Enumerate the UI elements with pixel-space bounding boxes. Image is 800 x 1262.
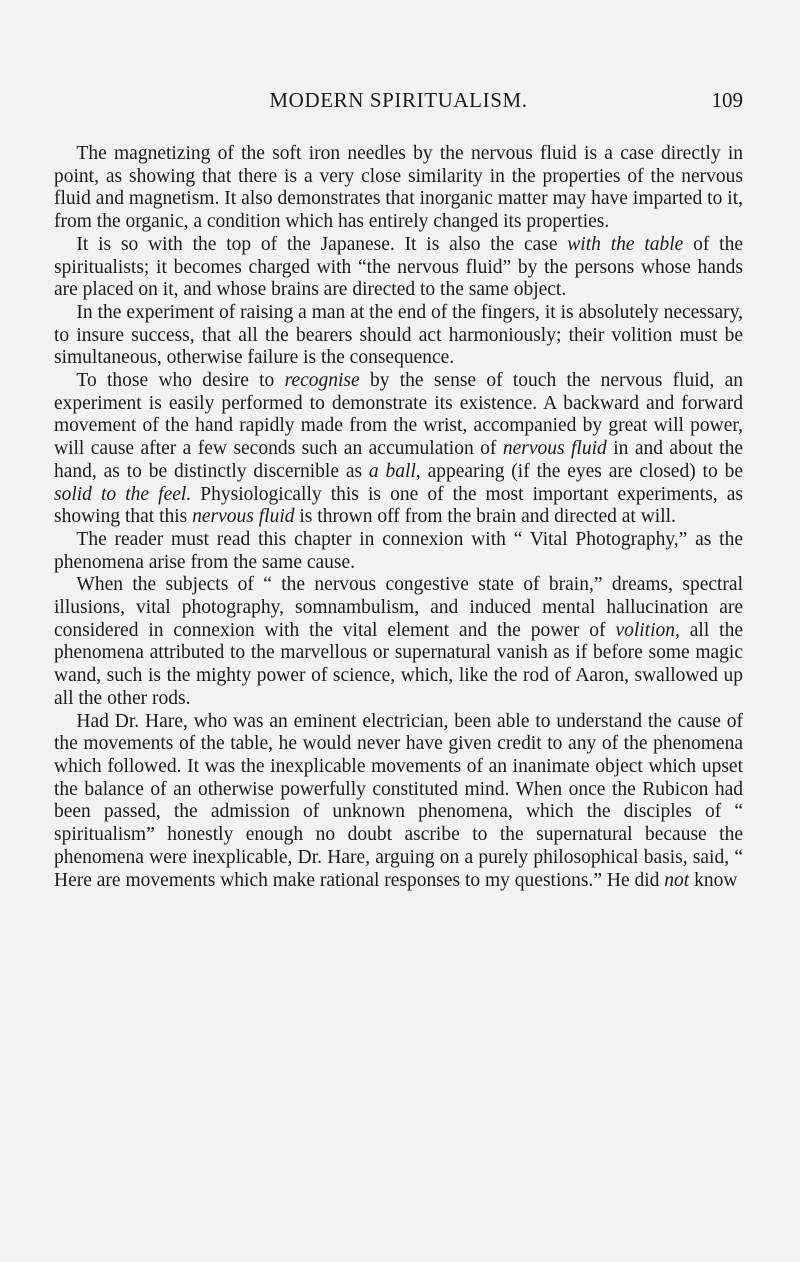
italic-run: nervous fluid: [192, 506, 295, 528]
text-run: In the experiment of raising a man at the end of the fingers, it is absolutely necessary, to insure success, that all the bearers should act harmoniously; their volition must be simultaneous, otherwise failure is the consequence.: [54, 301, 743, 369]
running-head: [54, 88, 743, 114]
paragraph: [54, 711, 743, 893]
body-text: [54, 143, 743, 892]
text-run: The reader must read this chapter in connexion with “ Vital Photography,” as the phenomena arise from the same cause.: [54, 528, 743, 573]
italic-run: not: [664, 869, 690, 891]
italic-run: nervous fluid: [502, 438, 607, 460]
text-run: of the spiritualists; it becomes charged with “the nervous fluid” by the persons whose hands are placed on it, and whose brains are directed to the same object.: [54, 233, 743, 301]
paragraph: [54, 302, 743, 370]
text-run: Had Dr. Hare, who was an eminent electrician, been able to understand the cause of the movements of the table, he would never have given credit to any of the phenomena which followed. It was the inexplicable movements of an inanimate object which upset the balance of an otherwise powerfully constituted mind. When once the Rubicon had been passed, the admission of unknown phenomena, which the disciples of “ spiritualism” honestly enough no doubt ascribe to the supernatural because the phenomena were inexplicable, Dr. Hare, arguing on a purely philosophical basis, said, “ Here are movements which make rational responses to my questions.” He did: [54, 710, 743, 891]
italic-run: solid to the feel.: [54, 483, 192, 505]
text-run: appearing (if the eyes are closed) to be: [420, 460, 743, 482]
italic-run: with the table: [567, 233, 684, 255]
text-run: Physiologically this is one of the most important experiments, as showing that this: [54, 483, 743, 528]
text-run: by the sense of touch the nervous fluid, an experiment is easily performed to demonstrate its existence. A backward and forward movement of the hand rapidly made from the wrist, accompanied by great will power, will cause after a few seconds such an accumulation of: [54, 370, 743, 460]
italic-run: a ball,: [368, 460, 421, 482]
text-run: To those who desire to: [76, 370, 285, 392]
italic-run: volition,: [615, 619, 680, 641]
text-run: It is so with the top of the Japanese. It is also the case: [76, 233, 568, 255]
text-run: all the phenomena attributed to the marvellous or supernatural vanish as if before some magic wand, such is the mighty power of science, which, like the rod of Aaron, swallowed up all the other rods.: [54, 619, 743, 709]
text-run: When the subjects of “ the nervous congestive state of brain,” dreams, spectral illusions, vital photography, somnambulism, and induced mental hallucination are considered in connexion with the vital element and the power of: [54, 574, 743, 641]
paragraph: [54, 234, 743, 302]
text-run: is thrown off from the brain and directed at will.: [294, 506, 676, 528]
text-run: The magnetizing of the soft iron needles by the nervous fluid is a case directly in point, as showing that there is a very close similarity in the properties of the nervous fluid and magnetism. It also demonstrates that inorganic matter may have imparted to it, from the organic, a condition which has entirely changed its properties.: [54, 143, 743, 233]
paragraph: [54, 574, 743, 710]
paragraph: [54, 143, 743, 234]
page-number: 109: [711, 88, 743, 112]
paragraph: [54, 370, 743, 529]
running-title: MODERN SPIRITUALISM.: [269, 88, 528, 112]
paragraph: [54, 529, 743, 574]
text-run: in and about the hand, as to be distinctly discernible as: [54, 438, 743, 482]
italic-run: recognise: [284, 370, 360, 392]
text-run: know: [689, 869, 738, 891]
